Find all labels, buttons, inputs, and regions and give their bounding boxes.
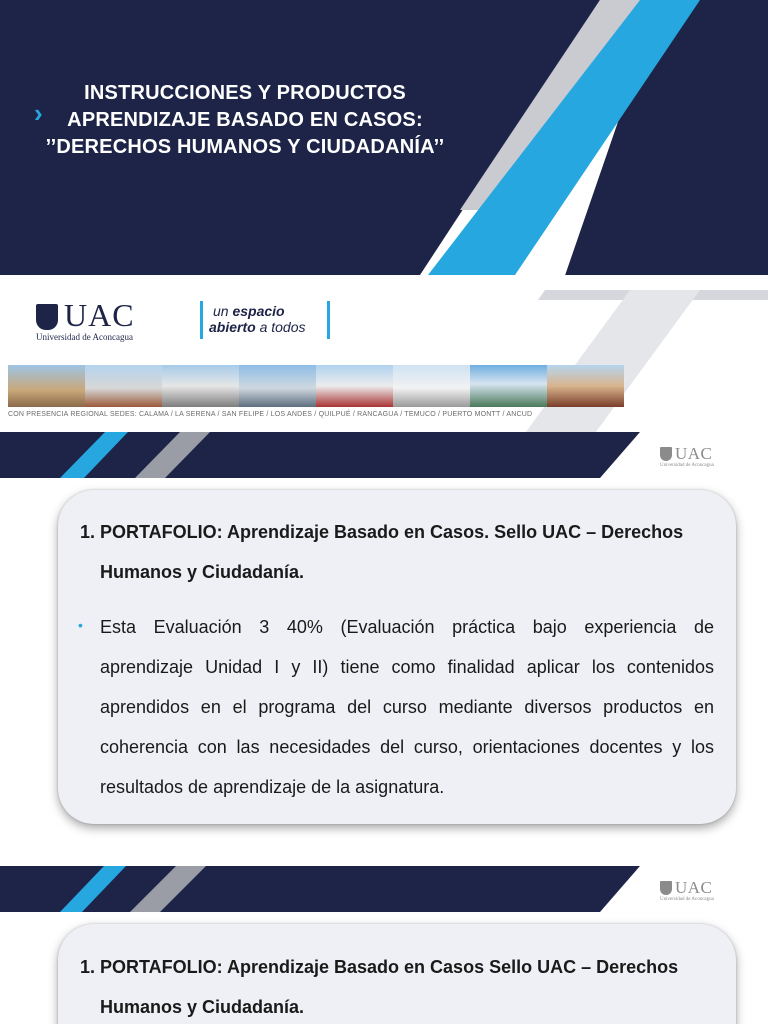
slide3-uac-logo [660,880,712,896]
paragraph-line: coherencia con las necesidades del curso, orientaciones docentes y los [100,737,714,757]
paragraph-line: Esta Evaluación 3 40% (Evaluación práctica bajo experiencia de [100,617,714,637]
uac-logo-subtitle: Universidad de Aconcagua [36,332,133,342]
chevron-icon: › [34,98,43,128]
content-slide-2 [0,860,768,1024]
campus-photo [239,365,316,407]
campus-photo-strip [8,365,624,407]
paragraph-line: aprendidos en el programa del curso mediante diversos productos en [100,697,714,717]
footer-uac-logo-subtitle: Universidad de Aconcagua [660,463,714,468]
paragraph-line: resultados de aprendizaje de la asignatura. [100,777,445,797]
regional-campuses-text: CON PRESENCIA REGIONAL SEDES: CALAMA / LA SERENA / SAN FELIPE / LOS ANDES / QUILPUÉ / RANCAGUA / TEMUCO / PUERTO MONTT / ANCUD [8,411,533,418]
campus-photo [470,365,547,407]
slide-title [30,80,460,161]
tagline-prefix: un [213,303,233,319]
portfolio-heading-2-line-2: Humanos y Ciudadanía. [100,997,305,1017]
slide3-header-band [0,866,768,918]
crest-icon [36,304,58,330]
slide3-uac-logo-subtitle: Universidad de Aconcagua [660,897,714,902]
bullet-icon: • [78,617,83,633]
campus-photo [8,365,85,407]
portfolio-heading-line-2: Humanos y Ciudadanía. [100,562,305,582]
slide3-uac-logo-text: UAC [675,878,713,897]
campus-photo [162,365,239,407]
footer-uac-logo-text: UAC [675,444,713,463]
tagline-logo [200,301,330,339]
portfolio-heading-line-1: 1. PORTAFOLIO: Aprendizaje Basado en Casos. Sello UAC – Derechos [80,522,684,542]
tagline-bold-2: abierto [209,319,256,335]
crest-icon [660,447,672,461]
crest-icon [660,881,672,895]
title-slide [0,0,768,478]
paragraph-line: aprendizaje Unidad I y II) tiene como finalidad aplicar los contenidos [100,657,714,677]
title-line-1: INSTRUCCIONES Y PRODUCTOS [84,82,406,104]
portfolio-heading-2-line-1: 1. PORTAFOLIO: Aprendizaje Basado en Casos Sello UAC – Derechos [80,957,679,977]
campus-photo [316,365,393,407]
title-line-3: ’’DERECHOS HUMANOS Y CIUDADANÍA’’ [45,136,445,158]
tagline-suffix: a todos [255,319,306,335]
tagline-bold-1: espacio [232,303,285,319]
content-slide [0,478,768,860]
campus-photo [393,365,470,407]
campus-photo [547,365,624,407]
uac-logo-text: UAC [64,297,135,333]
footer-uac-logo [660,446,712,462]
campus-photo [85,365,162,407]
uac-logo [36,297,135,333]
title-line-2: APRENDIZAJE BASADO EN CASOS: [67,109,423,131]
